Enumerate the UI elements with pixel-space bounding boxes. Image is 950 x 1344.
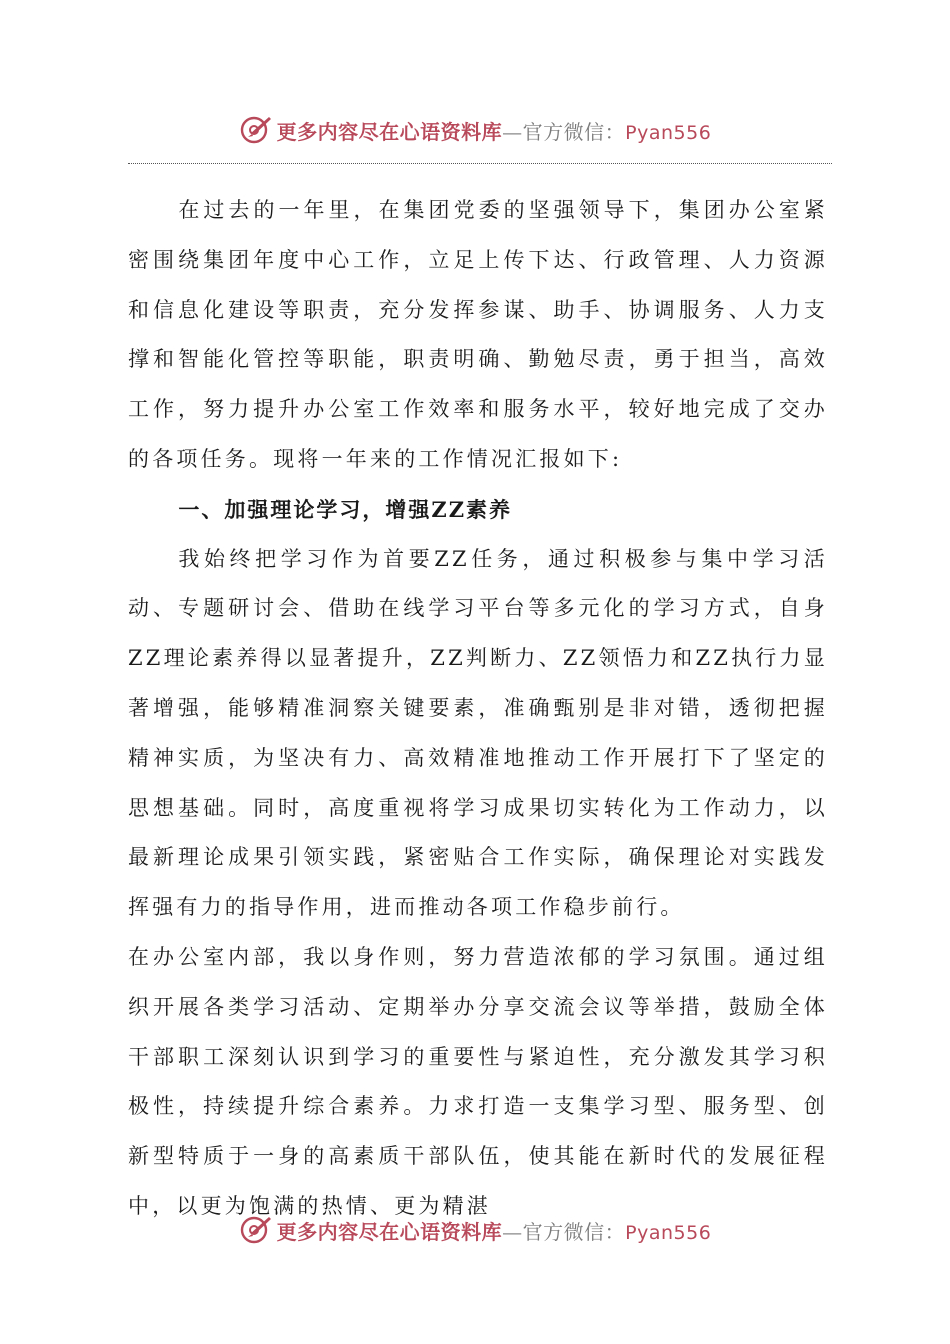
banner-wechat-id: Pyan556 [625, 1221, 712, 1244]
banner-separator: — [502, 1219, 523, 1244]
pen-logo-icon [239, 113, 273, 147]
header-divider [128, 163, 832, 164]
body-paragraph: 我始终把学习作为首要ZZ任务，通过积极参与集中学习活动、专题研讨会、借助在线学习平台等多元化的学习方式，自身ZZ理论素养得以显著提升，ZZ判断力、ZZ领悟力和ZZ执行力显著增强，能够精准洞察关键要素，准确甄别是非对错，透彻把握精神实质，为坚决有力、高效精准地推动工作开展打下了坚定的思想基础。同时，高度重视将学习成果切实转化为工作动力，以最新理论成果引领实践，紧密贴合工作实际，确保理论对实践发挥强有力的指导作用，进而推动各项工作稳步前行。 [128, 546, 828, 920]
section-heading: 一、加强理论学习，增强ZZ素养 [178, 496, 513, 522]
footer-banner-text [277, 1216, 712, 1245]
banner-separator: — [502, 119, 523, 144]
banner-label: 官方微信： [522, 119, 626, 144]
banner-label: 官方微信： [522, 1219, 626, 1244]
document-body [128, 186, 828, 1232]
footer-banner [0, 1210, 950, 1250]
banner-main-text: 更多内容尽在心语资料库 [276, 1219, 503, 1244]
banner-wechat-id: Pyan556 [625, 121, 712, 144]
header-banner [0, 110, 950, 150]
body-paragraph: 在办公室内部，我以身作则，努力营造浓郁的学习氛围。通过组织开展各类学习活动、定期举办分享交流会议等举措，鼓励全体干部职工深刻认识到学习的重要性与紧迫性，充分激发其学习积极性，持续提升综合素养。力求打造一支集学习型、服务型、创新型特质于一身的高素质干部队伍，使其能在新时代的发展征程中，以更为饱满的热情、更为精湛 [128, 944, 828, 1218]
header-banner-text [277, 116, 712, 145]
pen-logo-icon [239, 1213, 273, 1247]
banner-main-text: 更多内容尽在心语资料库 [276, 119, 503, 144]
intro-paragraph: 在过去的一年里，在集团党委的坚强领导下，集团办公室紧密围绕集团年度中心工作，立足上传下达、行政管理、人力资源和信息化建设等职责，充分发挥参谋、助手、协调服务、人力支撑和智能化管控等职能，职责明确、勤勉尽责，勇于担当，高效工作，努力提升办公室工作效率和服务水平，较好地完成了交办的各项任务。现将一年来的工作情况汇报如下: [128, 198, 828, 471]
